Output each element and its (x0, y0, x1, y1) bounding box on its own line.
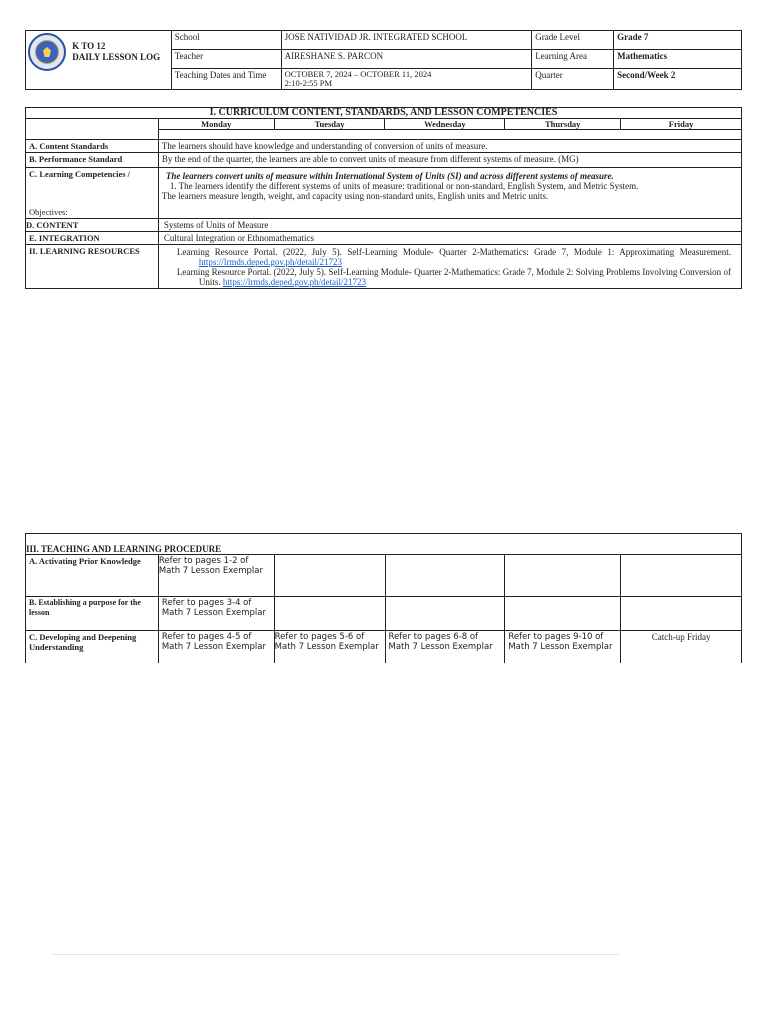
developing-tuesday: Refer to pages 5-6 of Math 7 Lesson Exemplar (274, 631, 385, 664)
activating-tuesday (274, 555, 385, 597)
developing-thursday: Refer to pages 9-10 of Math 7 Lesson Exemplar (505, 631, 621, 664)
teaching-procedure-title: III. TEACHING AND LEARNING PROCEDURE (26, 534, 742, 555)
objectives-label: Objectives: (29, 207, 68, 217)
content-label: D. CONTENT (26, 219, 159, 232)
activating-thursday (505, 555, 621, 597)
dates-value (281, 69, 532, 90)
program-title (72, 41, 160, 63)
page-footer-line (52, 954, 619, 955)
school-label: School (171, 31, 281, 50)
activating-wednesday (385, 555, 505, 597)
developing-wednesday: Refer to pages 6-8 of Math 7 Lesson Exemplar (385, 631, 505, 664)
performance-standard-text: By the end of the quarter, the learners are able to convert units of measure from different systems of measure. (MG) (158, 153, 741, 168)
competency-main: The learners convert units of measure within International System of Units (SI) and across different systems of measure. (165, 171, 614, 181)
resource-2-link[interactable]: https://lrmds.deped.gov.ph/detail/21723 (222, 277, 367, 287)
establishing-thursday (505, 597, 621, 631)
content-text: Systems of Units of Measure (158, 219, 741, 232)
learning-competencies-label (26, 168, 159, 219)
teacher-label: Teacher (171, 50, 281, 69)
activating-friday (621, 555, 742, 597)
time-range: 2:10-2:55 PM (284, 78, 333, 88)
header-logo-cell (26, 31, 172, 90)
developing-friday: Catch-up Friday (621, 631, 742, 664)
learning-resources-label: II. LEARNING RESOURCES (26, 245, 159, 289)
resource-2-text: Learning Resource Portal. (2022, July 5). Self-Learning Module- Quarter 2-Mathematics: Grade 7, Module 2: Solving Problems Involving Conversion of Units. (176, 267, 731, 287)
competencies-label-text: C. Learning Competencies / (29, 169, 131, 179)
content-standards-label: A. Content Standards (26, 140, 159, 153)
grade-level-value: Grade 7 (614, 31, 742, 50)
resource-1-text: Learning Resource Portal. (2022, July 5). Self-Learning Module- Quarter 2-Mathematics: Grade 7, Module 1: Approximating Measurement. (176, 247, 731, 257)
quarter-label: Quarter (532, 69, 614, 90)
log-title: DAILY LESSON LOG (72, 52, 161, 62)
establishing-tuesday (274, 597, 385, 631)
developing-monday: Refer to pages 4-5 of Math 7 Lesson Exemplar (158, 631, 274, 664)
content-standards-text: The learners should have knowledge and understanding of conversion of units of measure. (158, 140, 741, 153)
teacher-value: AIRESHANE S. PARCON (281, 50, 532, 69)
integration-text: Cultural Integration or Ethnomathematics (158, 232, 741, 245)
performance-standard-label: B. Performance Standard (26, 153, 159, 168)
learning-resources-text (158, 245, 741, 289)
activating-prior-knowledge-label: A. Activating Prior Knowledge (26, 555, 159, 597)
deped-seal-icon (28, 33, 66, 71)
learning-area-value: Mathematics (614, 50, 742, 69)
teaching-procedure-table (25, 533, 742, 663)
day-subrow (158, 130, 741, 140)
header-table (25, 30, 742, 90)
developing-understanding-label: C. Developing and Deepening Understanding (26, 631, 159, 664)
day-monday: Monday (158, 119, 274, 130)
day-wednesday: Wednesday (385, 119, 505, 130)
day-header-blank (26, 119, 159, 140)
dates-range: OCTOBER 7, 2024 – OCTOBER 11, 2024 (284, 69, 432, 79)
integration-label: E. INTEGRATION (26, 232, 159, 245)
school-value: JOSE NATIVIDAD JR. INTEGRATED SCHOOL (281, 31, 532, 50)
establishing-purpose-label: B. Establishing a purpose for the lesson (26, 597, 159, 631)
learning-area-label: Learning Area (532, 50, 614, 69)
establishing-monday: Refer to pages 3-4 of Math 7 Lesson Exemplar (158, 597, 274, 631)
resource-2 (177, 267, 731, 287)
day-thursday: Thursday (505, 119, 621, 130)
resource-1 (177, 247, 731, 267)
learning-competencies-text (158, 168, 741, 219)
day-tuesday: Tuesday (274, 119, 385, 130)
program-label: K TO 12 (72, 41, 106, 51)
activating-monday: Refer to pages 1-2 of Math 7 Lesson Exemplar (158, 555, 274, 597)
curriculum-table (25, 107, 742, 289)
establishing-friday (621, 597, 742, 631)
grade-level-label: Grade Level (532, 31, 614, 50)
establishing-wednesday (385, 597, 505, 631)
quarter-value: Second/Week 2 (614, 69, 742, 90)
dates-label: Teaching Dates and Time (171, 69, 281, 90)
day-friday: Friday (621, 119, 742, 130)
competency-item-1: 1. The learners identify the different systems of units of measure: traditional or non-standard, English System, and Metric System. (169, 181, 639, 191)
resource-1-link[interactable]: https://lrmds.deped.gov.ph/detail/21723 (198, 257, 342, 267)
competency-item-2: The learners measure length, weight, and capacity using non-standard units, English units and Metric units. (161, 191, 549, 201)
curriculum-title: I. CURRICULUM CONTENT, STANDARDS, AND LESSON COMPETENCIES (26, 108, 742, 119)
